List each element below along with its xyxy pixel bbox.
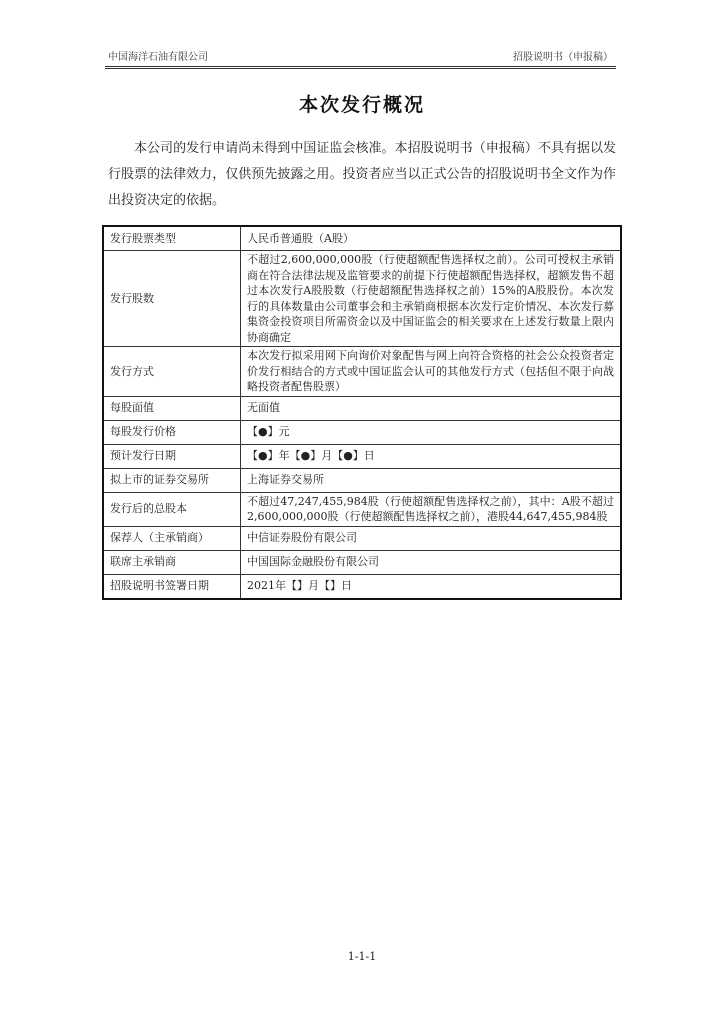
row-value: 人民币普通股（A股） [241,226,622,251]
table-row [103,574,621,599]
row-value: 不超过47,247,455,984股（行使超额配售选择权之前），其中：A股不超过2,600,000,000股（行使超额配售选择权之前），港股44,647,455,984股 [241,492,622,526]
row-value: 本次发行拟采用网下向询价对象配售与网上向符合资格的社会公众投资者定价发行相结合的方式或中国证监会认可的其他发行方式（包括但不限于向战略投资者配售股票） [241,347,622,397]
row-label: 发行股票类型 [103,226,241,251]
table-row [103,396,621,420]
row-label: 保荐人（主承销商） [103,526,241,550]
row-value: 2021年【】月【】日 [241,574,622,599]
table-row [103,226,621,251]
table-row [103,492,621,526]
row-value: 不超过2,600,000,000股（行使超额配售选择权之前）。公司可授权主承销商在符合法律法规及监管要求的前提下行使超额配售选择权，超额发售不超过本次发行A股股数（行使超额配售选择权之前）15%的A股股份。本次发行的具体数量由公司董事会和主承销商根据本次发行定价情况、本次发行募集资金投资项目所需资金以及中国证监会的相关要求在上述发行数量上限内协商确定 [241,251,622,347]
row-label: 每股面值 [103,396,241,420]
row-label: 每股发行价格 [103,420,241,444]
table-row [103,550,621,574]
row-label: 发行方式 [103,347,241,397]
intro-paragraph: 本公司的发行申请尚未得到中国证监会核准。本招股说明书（申报稿）不具有据以发行股票的法律效力，仅供预先披露之用。投资者应当以正式公告的招股说明书全文作为作出投资决定的依据。 [108,141,616,208]
page-title: 本次发行概况 [298,94,425,116]
row-label: 发行股数 [103,251,241,347]
row-value: 中信证券股份有限公司 [241,526,622,550]
page-header [105,50,616,67]
row-label: 拟上市的证券交易所 [103,468,241,492]
table-row [103,420,621,444]
row-value: 【●】年【●】月【●】日 [241,444,622,468]
table-row [103,251,621,347]
row-label: 发行后的总股本 [103,492,241,526]
row-label: 联席主承销商 [103,550,241,574]
row-value: 无面值 [241,396,622,420]
table-row [103,526,621,550]
header-doc-type: 招股说明书（申报稿） [513,52,613,63]
table-row [103,347,621,397]
row-label: 招股说明书签署日期 [103,574,241,599]
table-row [103,468,621,492]
offering-summary-table [102,225,622,600]
row-value: 【●】元 [241,420,622,444]
table-row [103,444,621,468]
row-value: 上海证券交易所 [241,468,622,492]
header-company: 中国海洋石油有限公司 [108,52,208,63]
row-label: 预计发行日期 [103,444,241,468]
row-value: 中国国际金融股份有限公司 [241,550,622,574]
page-number: 1-1-1 [347,950,377,963]
